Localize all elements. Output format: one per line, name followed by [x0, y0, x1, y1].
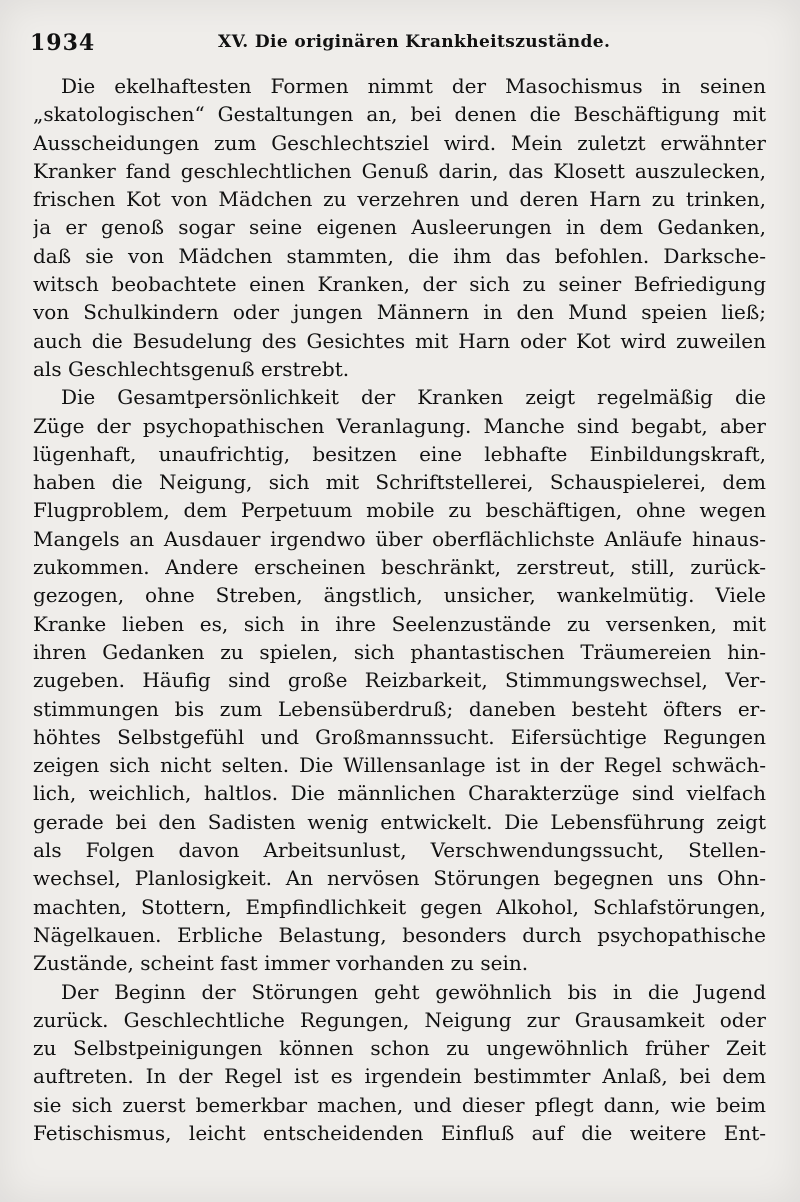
text-line: Mangels an Ausdauer irgendwo über oberflächlichste Anläufe hinaus-	[33, 526, 766, 551]
text-line: stimmungen bis zum Lebensüberdruß; daneben besteht öfters er-	[33, 696, 766, 721]
text-line: Ausscheidungen zum Geschlechtsziel wird. Mein zuletzt erwähnter	[33, 130, 766, 155]
text-line: Kranke lieben es, sich in ihre Seelenzustände zu versenken, mit	[33, 611, 766, 636]
text-line: gerade bei den Sadisten wenig entwickelt. Die Lebensführung zeigt	[33, 809, 766, 834]
text-line: höhtes Selbstgefühl und Großmannssucht. Eifersüchtige Regungen	[33, 724, 766, 749]
text-line: Die Gesamtpersönlichkeit der Kranken zeigt regelmäßig die	[61, 385, 766, 410]
text-line: witsch beobachtete einen Kranken, der sich zu seiner Befriedigung	[33, 272, 766, 297]
text-line: machten, Stottern, Empfindlichkeit gegen Alkohol, Schlafstörungen,	[33, 894, 766, 919]
text-line: als Folgen davon Arbeitsunlust, Verschwendungssucht, Stellen-	[33, 838, 766, 863]
text-line: Die ekelhaftesten Formen nimmt der Masochismus in seinen	[61, 74, 766, 98]
text-line: Nägelkauen. Erbliche Belastung, besonders durch psychopathische	[33, 922, 766, 947]
text-line: daß sie von Mädchen stammten, die ihm das befohlen. Darksche-	[33, 243, 766, 268]
text-line: haben die Neigung, sich mit Schriftstellerei, Schauspielerei, dem	[33, 470, 766, 495]
paragraph	[33, 383, 766, 977]
text-line: zeigen sich nicht selten. Die Willensanlage ist in der Regel schwäch-	[33, 753, 766, 778]
text-line: wechsel, Planlosigkeit. An nervösen Störungen begegnen uns Ohn-	[33, 866, 766, 891]
text-line: von Schulkindern oder jungen Männern in den Mund speien ließ;	[33, 300, 766, 325]
text-line: Der Beginn der Störungen geht gewöhnlich bis in die Jugend	[61, 979, 766, 1004]
text-line: Flugproblem, dem Perpetuum mobile zu beschäftigen, ohne wegen	[33, 498, 766, 523]
paragraph	[33, 72, 766, 383]
text-line: als Geschlechtsgenuß erstrebt.	[33, 356, 350, 381]
text-line: gezogen, ohne Streben, ängstlich, unsicher, wankelmütig. Viele	[33, 583, 766, 608]
page-header	[30, 26, 762, 56]
page-number: 1934	[30, 30, 96, 56]
text-line: Züge der psychopathischen Veranlagung. Manche sind begabt, aber	[33, 413, 766, 438]
text-line: Zustände, scheint fast immer vorhanden zu sein.	[33, 951, 529, 976]
text-line: sie sich zuerst bemerkbar machen, und dieser pflegt dann, wie beim	[33, 1092, 766, 1117]
text-line: ja er genoß sogar seine eigenen Ausleerungen in dem Gedanken,	[33, 215, 766, 240]
text-line: frischen Kot von Mädchen zu verzehren und deren Harn zu trinken,	[33, 187, 766, 212]
paragraph	[33, 978, 766, 1148]
text-line: zurück. Geschlechtliche Regungen, Neigung zur Grausamkeit oder	[33, 1007, 766, 1032]
text-line: „skatologischen“ Gestaltungen an, bei denen die Beschäftigung mit	[33, 102, 766, 127]
text-line: auch die Besudelung des Gesichtes mit Harn oder Kot wird zuweilen	[33, 328, 766, 353]
text-line: zugeben. Häufig sind große Reizbarkeit, Stimmungswechsel, Ver-	[33, 668, 766, 693]
body-text	[33, 72, 766, 1147]
text-line: lügenhaft, unaufrichtig, besitzen eine lebhafte Einbildungskraft,	[33, 441, 766, 466]
running-head: XV. Die originären Krankheitszustände.	[218, 32, 611, 52]
text-line: zu Selbstpeinigungen können schon zu ungewöhnlich früher Zeit	[33, 1036, 766, 1061]
text-line: Fetischismus, leicht entscheidenden Einfluß auf die weitere Ent-	[33, 1120, 766, 1145]
text-line: lich, weichlich, haltlos. Die männlichen Charakterzüge sind vielfach	[33, 781, 766, 806]
text-line: ihren Gedanken zu spielen, sich phantastischen Träumereien hin-	[33, 639, 766, 664]
text-line: Kranker fand geschlechtlichen Genuß darin, das Klosett auszulecken,	[33, 158, 766, 183]
text-line: zukommen. Andere erscheinen beschränkt, zerstreut, still, zurück-	[33, 555, 766, 580]
text-line: auftreten. In der Regel ist es irgendein bestimmter Anlaß, bei dem	[33, 1064, 766, 1089]
